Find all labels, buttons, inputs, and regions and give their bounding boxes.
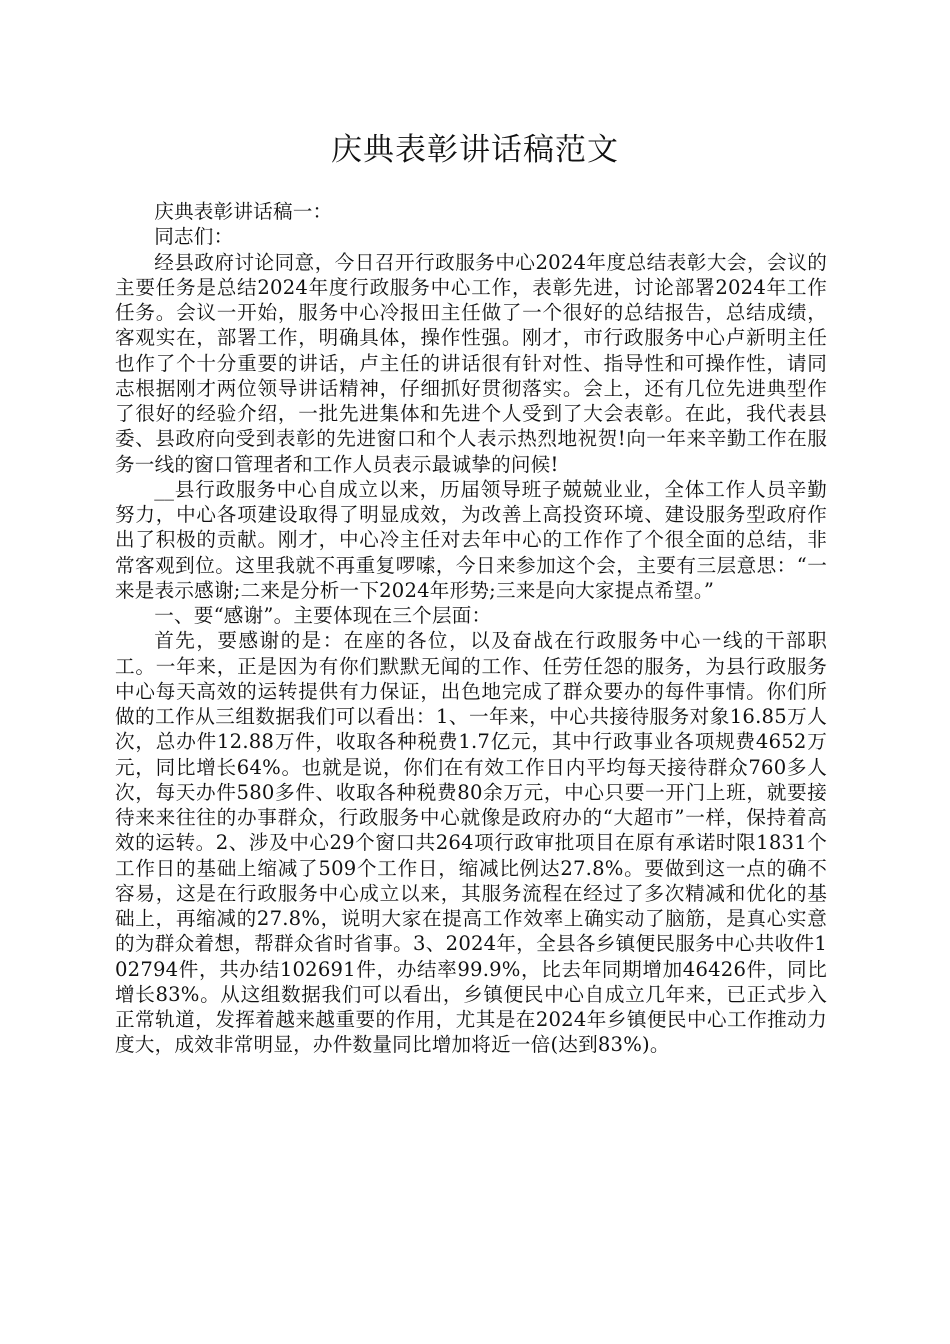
paragraph-opening: 经县政府讨论同意，今日召开行政服务中心2024年度总结表彰大会，会议的主要任务是总结2024年度行政服务中心工作，表彰先进，讨论部署2024年工作任务。会议一开始，服务中心冷报田主任做了一个很好的总结报告，总结成绩，客观实在，部署工作，明确具体，操作性强。刚才，市行政服务中心卢新明主任也作了个十分重要的讲话，卢主任的讲话很有针对性、指导性和可操作性，请同志根据刚才两位领导讲话精神，仔细抓好贯彻落实。会上，还有几位先进典型作了很好的经验介绍，一批先进集体和先进个人受到了大会表彰。在此，我代表县委、县政府向受到表彰的先进窗口和个人表示热烈地祝贺!向一年来辛勤工作在服务一线的窗口管理者和工作人员表示最诚挚的问候! [115, 250, 827, 476]
paragraph-center-overview: __县行政服务中心自成立以来，历届领导班子兢兢业业，全体工作人员辛勤努力，中心各项建设取得了明显成效，为改善上高投资环境、建设服务型政府作出了积极的贡献。刚才，中心冷主任对去年中心的工作作了个很全面的总结，非常客观到位。这里我就不再重复啰嗦，今日来参加这个会，主要有三层意思：“一来是表示感谢;二来是分析一下2024年形势;三来是向大家提点希望。” [115, 477, 827, 602]
paragraph-thanks-details: 首先，要感谢的是：在座的各位，以及奋战在行政服务中心一线的干部职工。一年来，正是因为有你们默默无闻的工作、任劳任怨的服务，为县行政服务中心每天高效的运转提供有力保证，出色地完成了群众要办的每件事情。你们所做的工作从三组数据我们可以看出：1、一年来，中心共接待服务对象16.85万人次，总办件12.88万件，收取各种税费1.7亿元，其中行政事业各项规费4652万元，同比增长64%。也就是说，你们在有效工作日内平均每天接待群众760多人次，每天办件580多件、收取各种税费80余万元，中心只要一开门上班，就要接待来来往往的办事群众，行政服务中心就像是政府办的“大超市”一样，保持着高效的运转。2、涉及中心29个窗口共264项行政审批项目在原有承诺时限1831个工作日的基础上缩减了509个工作日，缩减比例达27.8%。要做到这一点的确不容易，这是在行政服务中心成立以来，其服务流程在经过了多次精减和优化的基础上，再缩减的27.8%，说明大家在提高工作效率上确实动了脑筋，是真心实意的为群众着想，帮群众省时省事。3、2024年，全县各乡镇便民服务中心共收件102794件，共办结102691件，办结率99.9%，比去年同期增加46426件，同比增长83%。从这组数据我们可以看出，乡镇便民中心自成立几年来，已正式步入正常轨道，发挥着越来越重要的作用，尤其是在2024年乡镇便民中心工作推动力度大，成效非常明显，办件数量同比增加将近一倍(达到83%)。 [115, 629, 827, 1057]
document-body [115, 199, 827, 1058]
salutation-heading: 庆典表彰讲话稿一： [154, 200, 333, 223]
document-title: 庆典表彰讲话稿范文 [331, 132, 619, 168]
section-heading-thanks: 一、要“感谢”。主要体现在三个层面： [154, 604, 492, 627]
salutation-comrades: 同志们： [154, 225, 234, 249]
